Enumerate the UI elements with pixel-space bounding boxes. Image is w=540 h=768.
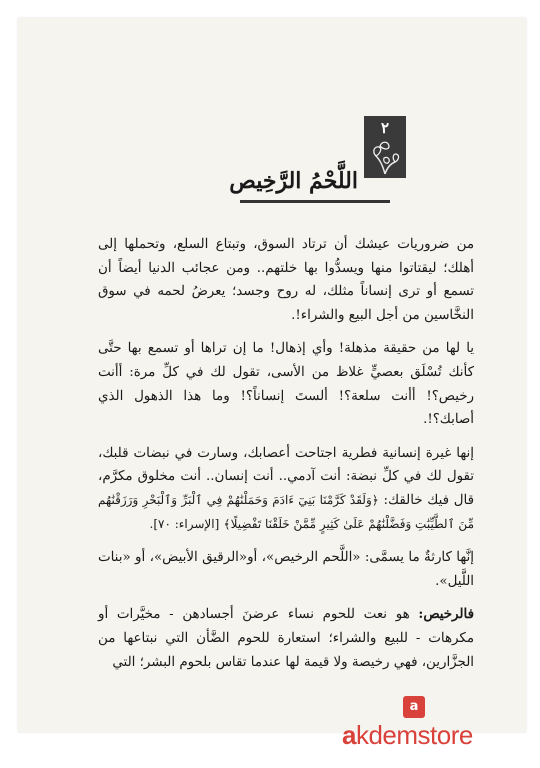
- title-underline: [240, 200, 390, 203]
- paragraph-3-text: إنها غيرة إنسانية فطرية اجتاحت أعصابك، وسارت في نبضات قلبك، تقول لك في كلِّ نبضة: أنت آدمي.. أنت إنسان.. أنت مخلوق مكرَّم، قال فيك خالقك:: [98, 445, 475, 508]
- logo-text-rest: kdemstore: [355, 720, 473, 750]
- logo-text-a: a: [342, 720, 356, 750]
- quran-reference: [الإسراء: ٧٠].: [149, 516, 220, 531]
- akdemstore-logo: [342, 696, 502, 756]
- paragraph-2: يا لها من حقيقة مذهلة! وأي إذهال! ما إن تراها أو تسمع بها حتَّى كأنك تُسْلَق بعصيٍّ غلاظ من الأسى، تقول لك في كلِّ مرة: أأنت رخيص؟! أأنت سلعة؟! ألستَ إنساناً؟! وما هذا الذهول الذي أصابك؟!.: [98, 341, 474, 428]
- term-label: فالرخيص:: [418, 606, 474, 623]
- paragraph-4: إنَّها كارثةٌ ما يسمَّى: «اللَّحم الرخيص»، أو«الرقيق الأبيض»، أو «بنات اللَّيل».: [98, 550, 474, 589]
- chapter-badge: [364, 116, 406, 178]
- paragraph-5-text: هو نعت للحوم نساء عرضنَ أجسادهن - مخيَّرات أو مكرهات - للبيع والشراء؛ استعارة للحوم الضَّأن التي نبتاعها من الجزَّارين، فهي رخيصة ولا قيمة لها عندما تقاس بلحوم البشر؛ التي: [98, 607, 474, 670]
- paragraph-3: [98, 442, 474, 536]
- book-page: [18, 18, 526, 732]
- chapter-title: اللَّحْمُ الرَّخِيص: [229, 168, 358, 194]
- paragraph-5: [98, 603, 474, 674]
- flower-ornament-icon: [368, 138, 402, 176]
- store-logo-icon: a: [403, 696, 425, 718]
- chapter-header: [26, 116, 526, 206]
- logo-text: [342, 720, 473, 751]
- quran-verse: ﴿وَلَقَدْ كَرَّمْنَا بَنِيٓ ءَادَمَ وَحَمَلْنَٰهُمْ فِي ٱلْبَرِّ وَٱلْبَحْرِ وَرَزَقْنَٰهُم مِّنَ ٱلطَّيِّبَٰتِ وَفَضَّلْنَٰهُمْ عَلَىٰ كَثِيرٍ مِّمَّنْ خَلَقْنَا تَفْضِيلًا﴾: [98, 492, 474, 531]
- body-text: [98, 233, 474, 684]
- paragraph-1: من ضروريات عيشك أن ترتاد السوق، وتبتاع السلع، وتحملها إلى أهلك؛ ليقتاتوا منها ويسدُّوا بها خلتهم.. ومن عجائب الدنيا أيضاً أن تسمع أو ترى إنساناً مثلك، له روح وجسد؛ يعرضُ لحمه في سوق النخَّاسين من أجل البيع والشراء!.: [98, 237, 474, 323]
- chapter-number: ٢: [380, 119, 390, 137]
